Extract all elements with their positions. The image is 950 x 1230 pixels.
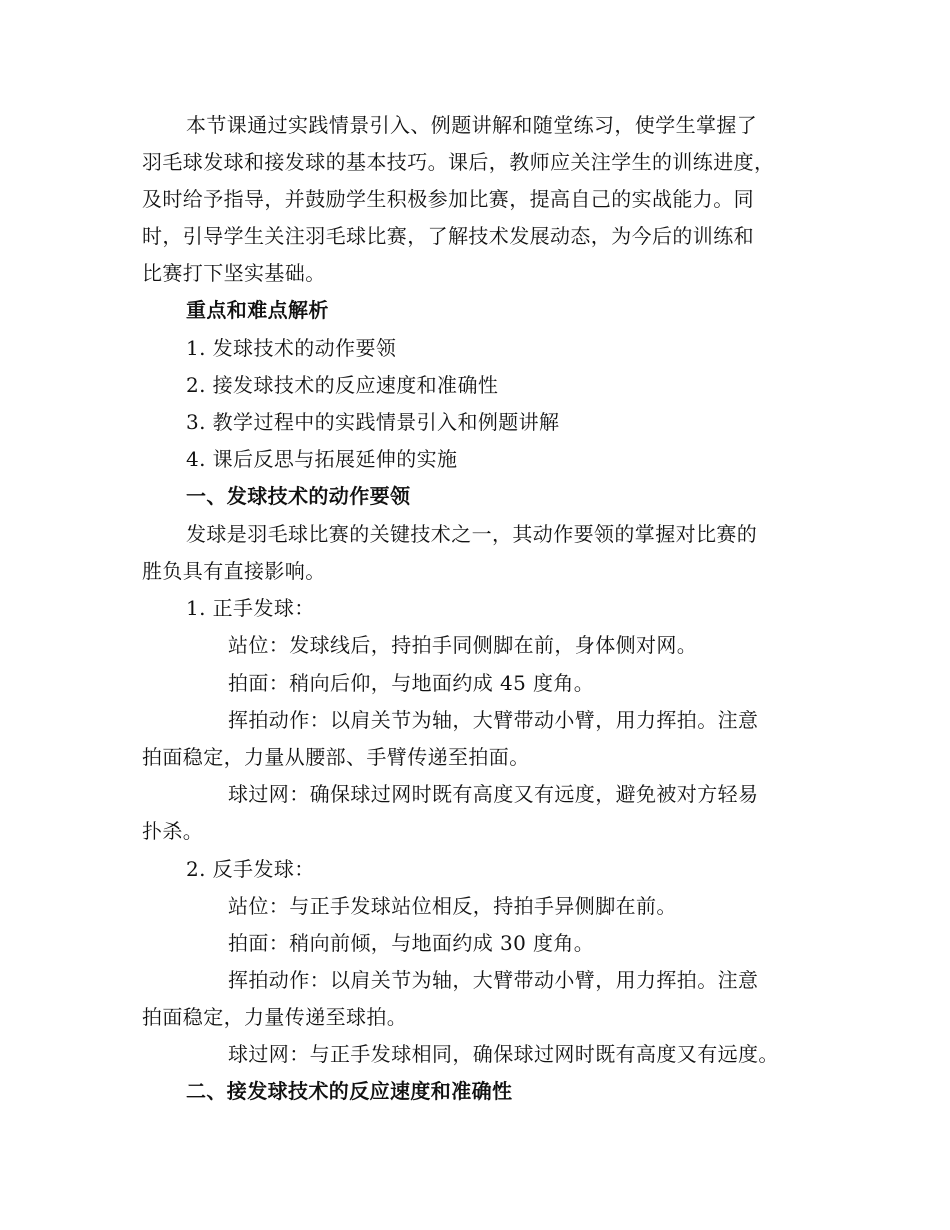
paragraph-line: 发球是羽毛球比赛的关键技术之一，其动作要领的掌握对比赛的 [186, 522, 758, 546]
paragraph-summary-line: 比赛打下坚实基础。 [142, 261, 326, 285]
paragraph-line: 胜负具有直接影响。 [142, 559, 326, 583]
list-item: 4. 课后反思与拓展延伸的实施 [186, 447, 458, 471]
paragraph-line: 扑杀。 [142, 819, 204, 843]
section-heading-key-points: 重点和难点解析 [186, 298, 329, 322]
paragraph-line: 拍面：稍向前倾，与地面约成 30 度角。 [228, 931, 595, 955]
subsection-forehand-serve: 1. 正手发球： [186, 596, 315, 620]
subsection-backhand-serve: 2. 反手发球： [186, 857, 315, 881]
paragraph-line: 拍面：稍向后仰，与地面约成 45 度角。 [228, 671, 595, 695]
list-item: 2. 接发球技术的反应速度和准确性 [186, 373, 499, 397]
paragraph-summary-line: 时，引导学生关注羽毛球比赛，了解技术发展动态，为今后的训练和 [142, 224, 754, 248]
paragraph-line: 站位：与正手发球站位相反，持拍手异侧脚在前。 [228, 894, 677, 918]
paragraph-line: 拍面稳定，力量传递至球拍。 [142, 1005, 408, 1029]
paragraph-line: 站位：发球线后，持拍手同侧脚在前，身体侧对网。 [228, 633, 698, 657]
paragraph-summary-line: 及时给予指导，并鼓励学生积极参加比赛，提高自己的实战能力。同 [142, 187, 754, 211]
list-item: 1. 发球技术的动作要领 [186, 336, 397, 360]
section-heading-receive: 二、接发球技术的反应速度和准确性 [186, 1079, 513, 1103]
paragraph-line: 挥拍动作：以肩关节为轴，大臂带动小臂，用力挥拍。注意 [228, 708, 759, 732]
paragraph-line: 球过网：确保球过网时既有高度又有远度，避免被对方轻易 [228, 782, 759, 806]
paragraph-summary-line: 本节课通过实践情景引入、例题讲解和随堂练习，使学生掌握了 [186, 113, 758, 137]
list-item: 3. 教学过程中的实践情景引入和例题讲解 [186, 410, 560, 434]
section-heading-serve: 一、发球技术的动作要领 [186, 484, 411, 508]
paragraph-line: 拍面稳定，力量从腰部、手臂传递至拍面。 [142, 745, 530, 769]
paragraph-line: 挥拍动作：以肩关节为轴，大臂带动小臂，用力挥拍。注意 [228, 968, 759, 992]
paragraph-summary-line: 羽毛球发球和接发球的基本技巧。课后，教师应关注学生的训练进度， [142, 150, 775, 174]
paragraph-line: 球过网：与正手发球相同，确保球过网时既有高度又有远度。 [228, 1042, 779, 1066]
